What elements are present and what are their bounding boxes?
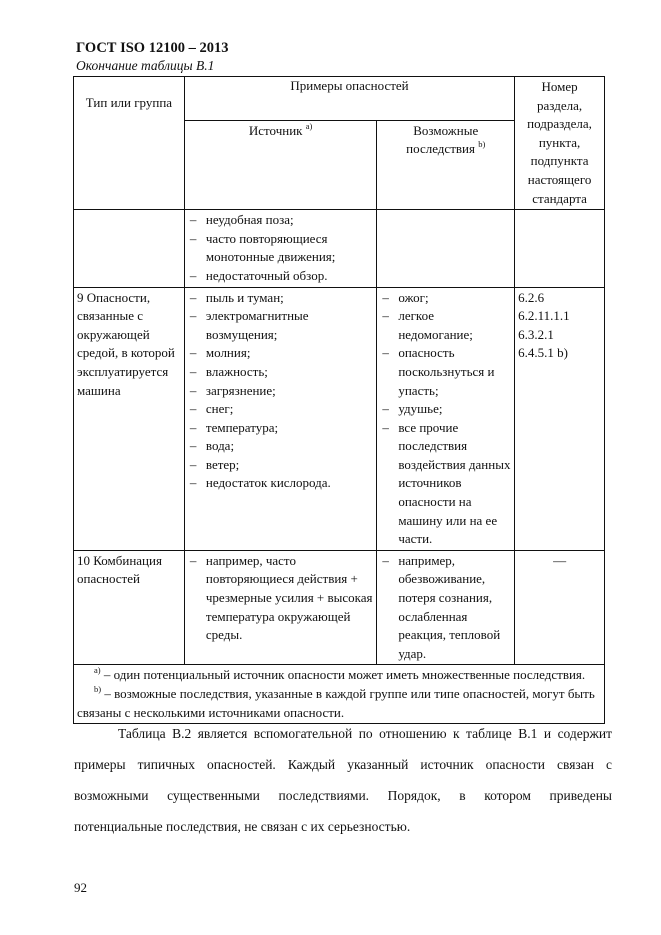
header-source-note: a)	[305, 120, 313, 131]
consequence-item: – опасность поскользнуться и упасть;	[380, 344, 511, 400]
hazards-table	[73, 76, 605, 724]
row-type-cell: 10 Комбинация опасностей	[74, 550, 185, 665]
page-header	[76, 40, 228, 74]
row-consequences-cell	[377, 550, 515, 665]
document-title: ГОСТ ISO 12100 – 2013	[76, 40, 229, 56]
header-consequences-note: b)	[478, 139, 486, 150]
header-clause-number: Номер раздела, подраздела, пункта, подпункта настоящего стандарта	[515, 77, 605, 210]
table-notes-row	[74, 665, 605, 724]
row-clauses-cell: —	[515, 550, 605, 665]
header-consequences-label: Возможные последствия	[406, 122, 479, 157]
row-consequences-cell	[377, 287, 515, 550]
footnote-a	[77, 666, 601, 685]
source-item: – электромагнитные возмущения;	[188, 307, 373, 344]
table-row	[74, 210, 605, 287]
consequence-item: – все прочие последствия воздействия данных источников опасности на машину или на ее части.	[380, 419, 511, 549]
table-caption: Окончание таблицы B.1	[76, 58, 215, 73]
header-hazard-examples: Примеры опасностей	[184, 77, 514, 121]
header-source	[184, 120, 376, 210]
source-item: – температура;	[188, 419, 373, 438]
row-clauses-cell	[515, 287, 605, 550]
table-header-row-1	[74, 77, 605, 121]
header-source-label: Источник	[248, 122, 303, 138]
footnote-b	[77, 685, 601, 722]
table-notes	[74, 665, 605, 724]
footnote-b-text: – возможные последствия, указанные в каждой группе или типе опасностей, могут быть связаны с несколькими источниками опасности.	[77, 686, 595, 720]
source-item: – снег;	[188, 400, 373, 419]
table-row	[74, 550, 605, 665]
source-item: – часто повторяющиеся монотонные движения;	[188, 230, 373, 267]
source-item: – ветер;	[188, 456, 373, 475]
header-type-or-group: Тип или группа	[74, 77, 185, 210]
consequence-item: – ожог;	[380, 289, 511, 308]
source-item: – недостаток кислорода.	[188, 474, 373, 493]
source-item: – вода;	[188, 437, 373, 456]
clause-ref: 6.2.11.1.1	[518, 308, 570, 324]
row-sources-cell	[184, 210, 376, 287]
consequence-item: – например, обезвоживание, потеря сознания, ослабленная реакция, тепловой удар.	[380, 552, 511, 664]
source-item: – пыль и туман;	[188, 289, 373, 308]
consequence-item: – легкое недомогание;	[380, 307, 511, 344]
footnote-b-mark: b)	[94, 684, 102, 694]
row-sources-cell	[184, 287, 376, 550]
consequence-item: – удушье;	[380, 400, 511, 419]
row-sources-cell	[184, 550, 376, 665]
table-row	[74, 287, 605, 550]
clause-ref: 6.4.5.1 b)	[518, 345, 568, 361]
source-item: – загрязнение;	[188, 382, 373, 401]
header-consequences	[377, 120, 515, 210]
clause-ref: 6.3.2.1	[518, 326, 554, 342]
source-item: – влажность;	[188, 363, 373, 382]
source-item: – например, часто повторяющиеся действия + чрезмерные усилия + высокая температура окружающей среды.	[188, 552, 373, 645]
page-number: 92	[74, 880, 87, 895]
row-type-cell: 9 Опасности, связанные с окружающей средой, в которой эксплуатируется машина	[74, 287, 185, 550]
clause-ref: 6.2.6	[518, 289, 545, 305]
body-paragraph: Таблица B.2 является вспомогательной по отношению к таблице B.1 и содержит примеры типичных опасностей. Каждый указанный источник опасности связан с возможными существенными последствиями. Порядок, в котором приведены потенциальные последствия, не связан с их серьезностью.	[74, 726, 612, 834]
row-consequences-cell	[377, 210, 515, 287]
footnote-a-text: – один потенциальный источник опасности может иметь множественные последствия.	[103, 667, 586, 683]
row-clauses-cell	[515, 210, 605, 287]
source-item: – молния;	[188, 344, 373, 363]
source-item: – недостаточный обзор.	[188, 267, 373, 286]
row-type-cell	[74, 210, 185, 287]
source-item: – неудобная поза;	[188, 211, 373, 230]
footnote-a-mark: a)	[94, 665, 101, 676]
body-paragraph-block	[74, 718, 612, 842]
